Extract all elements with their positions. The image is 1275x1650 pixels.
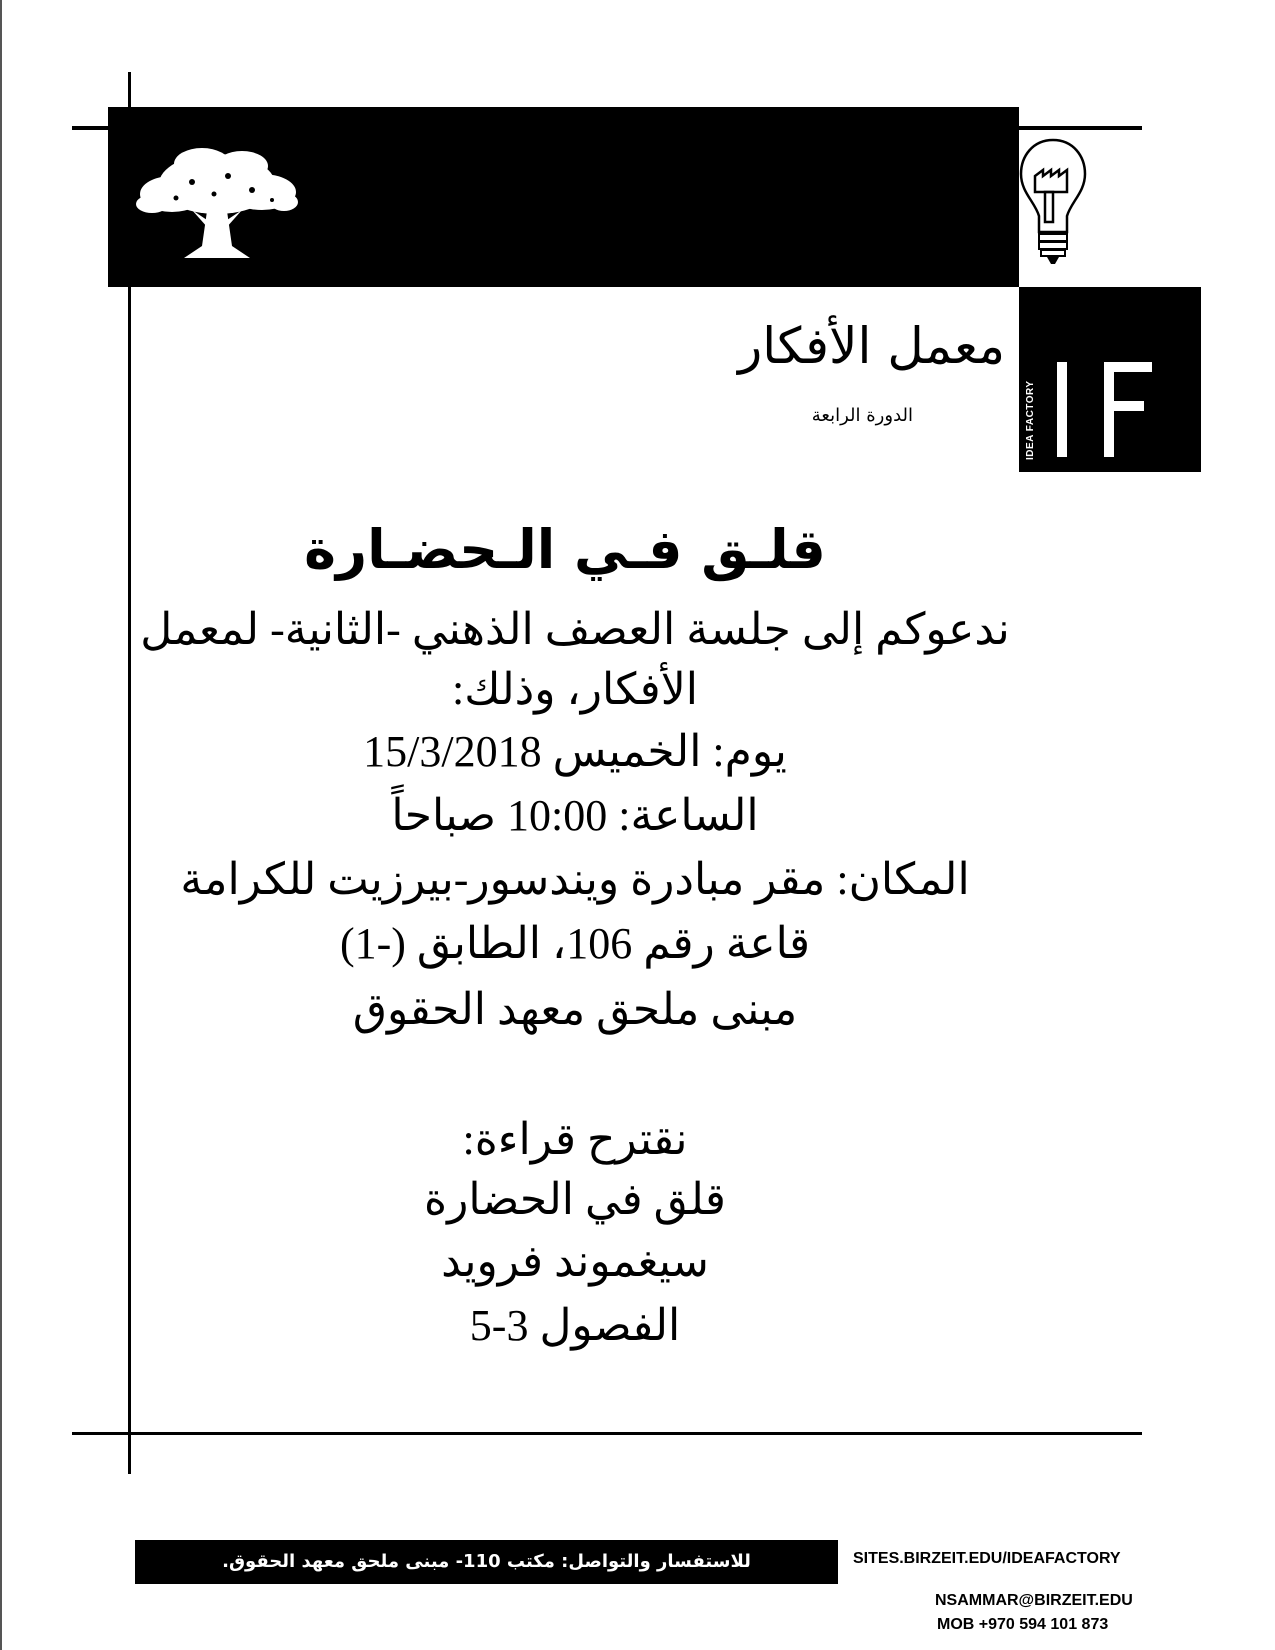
session-time: الساعة: 10:00 صباحاً	[391, 791, 759, 840]
logo-letter-f-top	[1104, 362, 1152, 372]
invitation-line-2: الأفكار، وذلك:	[451, 665, 699, 714]
session-day: يوم: الخميس 15/3/2018	[363, 727, 787, 776]
session-title: قلـق فـي الـحضـارة	[304, 518, 826, 581]
tree-icon	[132, 142, 302, 264]
invitation-line-1: ندعوكم إلى جلسة العصف الذهني -الثانية- لمعمل	[140, 605, 1010, 654]
logo-letter-i	[1057, 362, 1067, 457]
reading-heading: نقترح قراءة:	[462, 1115, 688, 1164]
book-title: قلق في الحضارة	[424, 1175, 726, 1224]
book-chapters: الفصول 3-5	[469, 1301, 681, 1350]
footer-website[interactable]: SITES.BIRZEIT.EDU/IDEAFACTORY	[853, 1550, 1121, 1567]
edition-subtitle: الدورة الرابعة	[811, 405, 913, 426]
session-building: مبنى ملحق معهد الحقوق	[352, 985, 798, 1034]
session-place: المكان: مقر مبادرة ويندسور-بيرزيت للكرامة	[180, 855, 970, 904]
logo-caption: IDEA FACTORY	[1025, 380, 1036, 460]
session-room: قاعة رقم 106، الطابق (-1)	[339, 919, 811, 968]
footer-mobile: MOB +970 594 101 873	[937, 1616, 1109, 1633]
page-edge	[0, 0, 2, 1650]
logo-letter-f-mid	[1104, 401, 1144, 411]
lightbulb-factory-icon	[1017, 136, 1089, 268]
book-author: سيغموند فرويد	[441, 1237, 709, 1286]
footer-inquiry: للاستفسار والتواصل: مكتب 110- مبنى ملحق معهد الحقوق.	[222, 1551, 751, 1572]
lab-title: معمل الأفكار	[738, 317, 1005, 375]
footer-email[interactable]: NSAMMAR@BIRZEIT.EDU	[935, 1592, 1133, 1609]
bottom-frame-line	[72, 1432, 1142, 1435]
